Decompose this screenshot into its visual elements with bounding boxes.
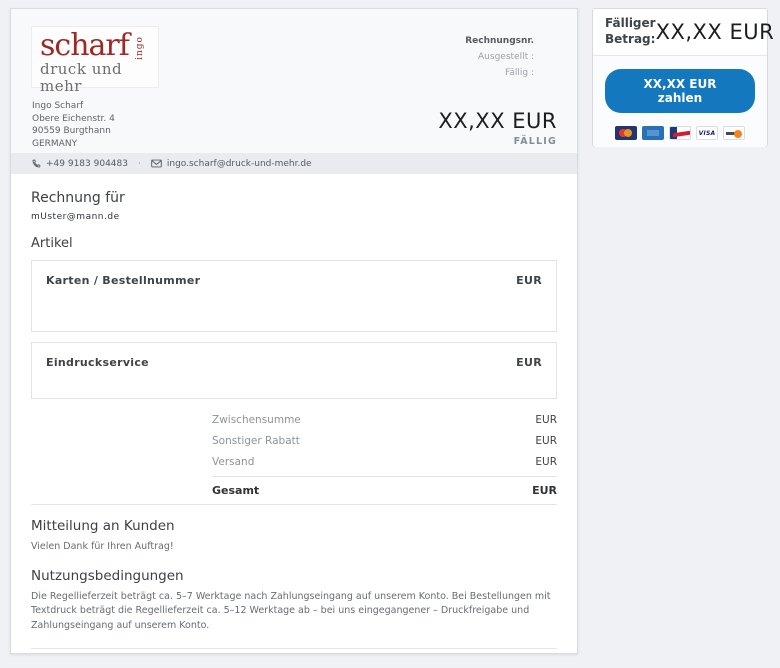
item-row xyxy=(31,342,557,399)
item-currency: EUR xyxy=(516,274,542,287)
customer-note-text: Vielen Dank für Ihren Auftrag! xyxy=(31,541,174,552)
sender-city: 90559 Burgthann xyxy=(32,126,111,136)
subtotal-value: EUR xyxy=(535,413,557,426)
accepted-cards xyxy=(605,126,755,140)
discount-label: Sonstiger Rabatt xyxy=(212,434,300,447)
shipping-label: Versand xyxy=(212,455,255,468)
sender-country: GERMANY xyxy=(32,138,78,149)
pay-button[interactable]: XX,XX EUR zahlen xyxy=(605,69,755,113)
envelope-icon xyxy=(151,159,162,168)
totals-bottom-divider xyxy=(31,504,557,505)
visa-icon xyxy=(696,126,718,140)
terms-text: Die Regellieferzeit beträgt ca. 5–7 Werktage nach Zahlungseingang auf unserem Konto. Bei Bestellungen mit Textdruck beträgt die Regellieferzeit ca. 5–12 Werktage ab – bei uns eingegangener – Druckfreigabe und Zahlungseingang auf unserem Konto. xyxy=(31,590,551,632)
grand-total-label: Gesamt xyxy=(212,484,260,497)
phone-icon xyxy=(32,159,41,168)
sender-street: Obere Eichenstr. 4 xyxy=(32,113,115,124)
items-heading: Artikel xyxy=(31,236,73,251)
item-currency: EUR xyxy=(516,356,542,369)
discount-row xyxy=(212,430,557,451)
bill-to-email: mUster@mann.de xyxy=(31,212,120,222)
contact-phone: +49 9183 904483 xyxy=(46,158,128,169)
discount-value: EUR xyxy=(535,434,557,447)
invoice-panel xyxy=(10,8,578,654)
logo-rotated-text: ingo xyxy=(134,36,145,60)
discover-icon xyxy=(723,126,745,140)
sender-name: Ingo Scharf xyxy=(32,101,84,111)
amount-due-value: XX,XX EUR xyxy=(438,109,557,133)
customer-note-heading: Mitteilung an Kunden xyxy=(31,518,175,534)
footer-divider xyxy=(31,648,557,649)
item-row xyxy=(31,260,557,332)
amex-icon xyxy=(642,126,664,140)
bill-to-heading: Rechnung für xyxy=(31,190,125,206)
grand-total-row xyxy=(212,477,557,504)
logo-subline: druck und mehr xyxy=(40,60,123,95)
due-amount-label: Fälliger Betrag: xyxy=(605,16,656,46)
shipping-value: EUR xyxy=(535,455,557,468)
item-name: Karten / Bestellnummer xyxy=(46,274,201,287)
invoice-header xyxy=(11,9,577,153)
item-name: Eindruckservice xyxy=(46,356,149,369)
amount-due-status: FÄLLIG xyxy=(513,136,557,147)
payment-sidebar xyxy=(592,8,775,147)
contact-bar xyxy=(11,153,577,174)
visa-wordmark: VISA xyxy=(698,129,716,137)
amount-due-block xyxy=(438,109,557,147)
totals-section xyxy=(212,409,557,504)
company-logo xyxy=(31,26,159,95)
payment-actions xyxy=(593,56,767,147)
due-amount-row xyxy=(593,9,775,55)
contact-email[interactable]: ingo.scharf@druck-und-mehr.de xyxy=(166,158,312,169)
subtotal-label: Zwischensumme xyxy=(212,413,301,426)
due-date-label: Fällig : xyxy=(505,68,534,78)
due-amount-value: XX,XX EUR xyxy=(655,20,775,44)
invoice-number-label: Rechnungsnr. xyxy=(465,36,534,46)
subtotal-row xyxy=(212,409,557,430)
shipping-row xyxy=(212,451,557,472)
invoice-body xyxy=(11,174,577,649)
grand-total-value: EUR xyxy=(532,484,557,497)
logo-wordmark: scharf xyxy=(40,28,129,63)
terms-heading: Nutzungsbedingungen xyxy=(31,567,184,584)
invoice-meta xyxy=(465,33,534,81)
credit-card-icon xyxy=(669,126,691,140)
sender-address xyxy=(32,101,115,151)
mastercard-icon xyxy=(615,126,637,140)
issued-date-label: Ausgestellt : xyxy=(478,52,534,62)
contact-separator: · xyxy=(137,158,141,169)
